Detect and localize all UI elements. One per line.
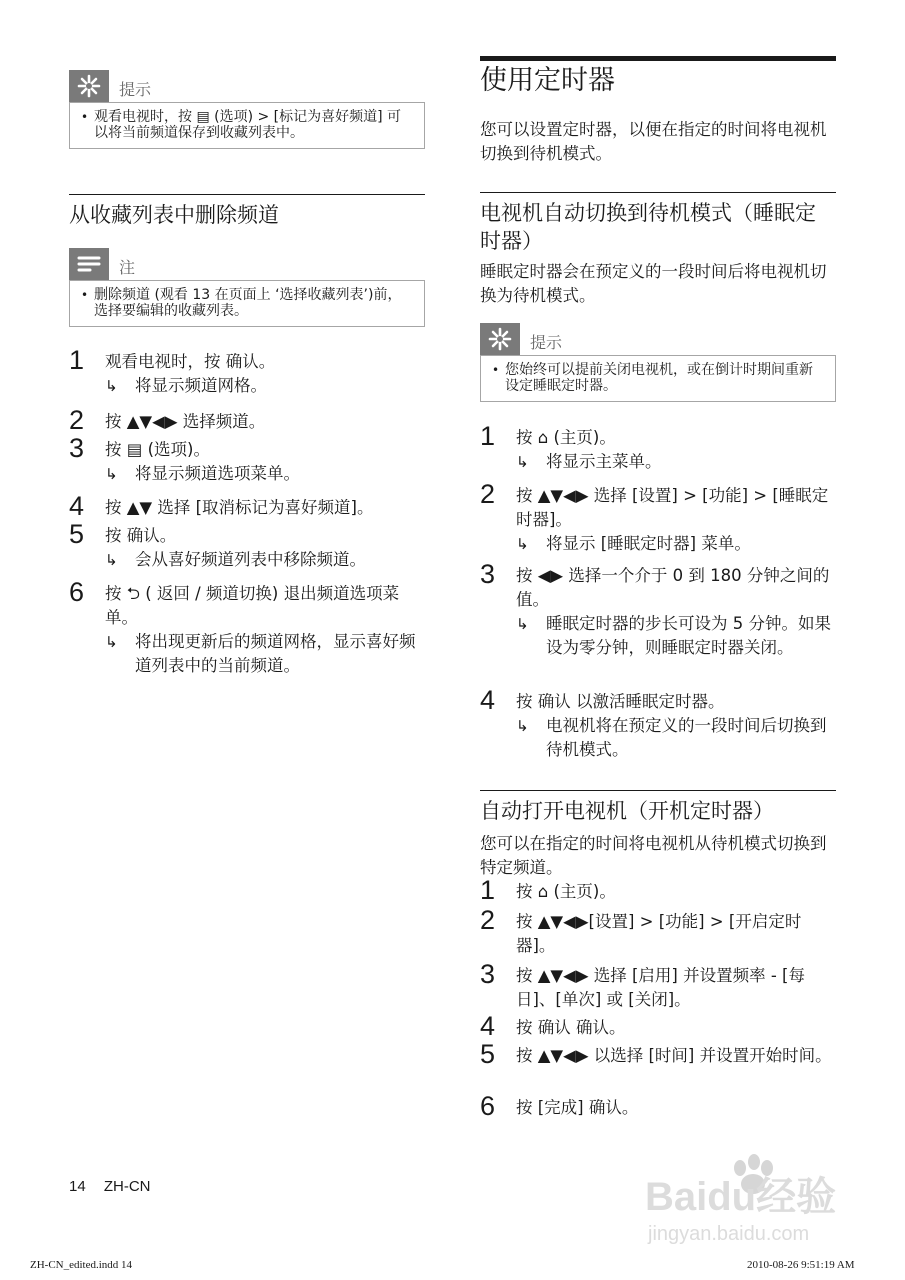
on-timer-desc: 您可以在指定的时间将电视机从待机模式切换到特定频道。 [480, 834, 827, 877]
on-step-2 [480, 905, 836, 958]
step-text: 按 ▤ (选项)。 [105, 440, 210, 459]
step-text: 按 [完成] 确认。 [516, 1098, 639, 1117]
print-slug-file: ZH-CN_edited.indd 14 [30, 1259, 133, 1271]
step-text: 按 ▲▼◀▶ 选择频道。 [105, 412, 266, 431]
step-number: 1 [480, 421, 496, 451]
step-text: 按 ▲▼◀▶ 选择 [启用] 并设置频率 - [每日]、[单次] 或 [关闭]。 [516, 966, 805, 1009]
step-number: 2 [480, 905, 496, 935]
note-text: • 删除频道 (观看 13 在页面上 ‘选择收藏列表’)前，选择要编辑的收藏列表。 [69, 280, 425, 327]
step-text: 按 确认 以激活睡眠定时器。 [516, 692, 725, 711]
on-step-6 [480, 1091, 836, 1121]
asterisk-icon [480, 323, 520, 355]
arrow-result-icon: ↳ [105, 465, 118, 483]
step-1 [69, 345, 425, 398]
note-callout [69, 248, 425, 327]
baidu-watermark [640, 1140, 870, 1250]
step-number: 2 [69, 405, 85, 435]
step-text: 按 确认。 [105, 526, 177, 545]
step-text: 按 确认 确认。 [516, 1018, 626, 1037]
step-3 [69, 433, 425, 486]
step-text: 按 ⮌ ( 返回 / 频道切换) 退出频道选项菜单。 [105, 584, 400, 627]
step-text: 按 ▲▼ 选择 [取消标记为喜好频道]。 [105, 498, 374, 517]
step-number: 1 [69, 345, 85, 375]
arrow-result-icon: ↳ [105, 633, 118, 651]
step-result: ↳ 将显示频道选项菜单。 [105, 462, 425, 486]
tip-label: 提示 [119, 80, 152, 99]
arrow-result-icon: ↳ [516, 453, 529, 471]
tip-callout [69, 70, 425, 149]
step-number: 1 [480, 875, 496, 905]
step-number: 3 [480, 559, 496, 589]
step-2 [69, 405, 425, 435]
watermark-brand: Baidu经验 [645, 1175, 837, 1219]
sleep-step-1 [480, 421, 836, 474]
on-timer-title: 自动打开电视机（开机定时器） [480, 790, 836, 825]
step-number: 3 [69, 433, 85, 463]
on-step-5 [480, 1039, 836, 1069]
arrow-result-icon: ↳ [516, 717, 529, 735]
step-number: 2 [480, 479, 496, 509]
print-slug-date: 2010-08-26 9:51:19 AM [747, 1259, 855, 1271]
step-5 [69, 519, 425, 572]
arrow-result-icon: ↳ [516, 615, 529, 633]
section-title: 从收藏列表中删除频道 [69, 194, 425, 229]
step-number: 4 [480, 1011, 496, 1041]
step-result: ↳ 将出现更新后的频道网格，显示喜好频道列表中的当前频道。 [105, 632, 416, 675]
step-text: 按 ▲▼◀▶ 以选择 [时间] 并设置开始时间。 [516, 1046, 832, 1065]
watermark-url: jingyan.baidu.com [648, 1223, 810, 1245]
asterisk-icon [69, 70, 109, 102]
step-number: 5 [480, 1039, 496, 1069]
sleep-step-4 [480, 685, 836, 762]
sleep-timer-desc: 睡眠定时器会在预定义的一段时间后将电视机切换为待机模式。 [480, 262, 827, 305]
step-result: ↳ 将显示 [睡眠定时器] 菜单。 [516, 532, 836, 556]
page-number: 14 [69, 1178, 86, 1195]
sleep-step-2 [480, 479, 836, 556]
arrow-result-icon: ↳ [516, 535, 529, 553]
step-text: 按 ▲▼◀▶ 选择 [设置] > [功能] > [睡眠定时器]。 [516, 486, 829, 529]
step-number: 5 [69, 519, 85, 549]
page-title: 使用定时器 [480, 56, 836, 97]
sleep-step-3 [480, 559, 836, 660]
step-text: 按 ⌂ (主页)。 [516, 428, 616, 447]
step-result: ↳ 会从喜好频道列表中移除频道。 [105, 548, 425, 572]
on-step-3 [480, 959, 836, 1012]
sleep-tip-callout [480, 323, 836, 402]
step-text: 按 ⌂ (主页)。 [516, 882, 616, 901]
step-text: 按 ▲▼◀▶[设置] > [功能] > [开启定时器]。 [516, 912, 802, 955]
step-result: ↳ 电视机将在预定义的一段时间后切换到待机模式。 [516, 716, 827, 759]
step-number: 6 [480, 1091, 496, 1121]
tip-label: 提示 [530, 333, 563, 352]
step-number: 6 [69, 577, 85, 607]
step-number: 3 [480, 959, 496, 989]
page-footer [69, 1178, 165, 1195]
arrow-result-icon: ↳ [105, 377, 118, 395]
on-step-1 [480, 875, 836, 905]
step-result: ↳ 睡眠定时器的步长可设为 5 分钟。如果设为零分钟，则睡眠定时器关闭。 [516, 614, 831, 657]
intro-text: 您可以设置定时器，以便在指定的时间将电视机切换到待机模式。 [480, 120, 827, 163]
on-step-4 [480, 1011, 836, 1041]
step-result: ↳ 将显示主菜单。 [516, 450, 836, 474]
step-number: 4 [69, 491, 85, 521]
step-6 [69, 577, 425, 678]
note-lines-icon [69, 248, 109, 280]
sleep-timer-title: 电视机自动切换到待机模式（睡眠定时器） [480, 192, 836, 255]
note-label: 注 [119, 258, 136, 277]
language-code: ZH-CN [103, 1178, 151, 1195]
step-4 [69, 491, 425, 521]
step-number: 4 [480, 685, 496, 715]
step-result: ↳ 将显示频道网格。 [105, 374, 425, 398]
step-text: 按 ◀▶ 选择一个介于 0 到 180 分钟之间的值。 [516, 566, 830, 609]
step-text: 观看电视时，按 确认。 [105, 352, 276, 371]
tip-text: • 您始终可以提前关闭电视机，或在倒计时期间重新设定睡眠定时器。 [480, 355, 836, 402]
tip-text: • 观看电视时，按 ▤ (选项) > [标记为喜好频道] 可以将当前频道保存到收藏列表中。 [69, 102, 425, 149]
arrow-result-icon: ↳ [105, 551, 118, 569]
